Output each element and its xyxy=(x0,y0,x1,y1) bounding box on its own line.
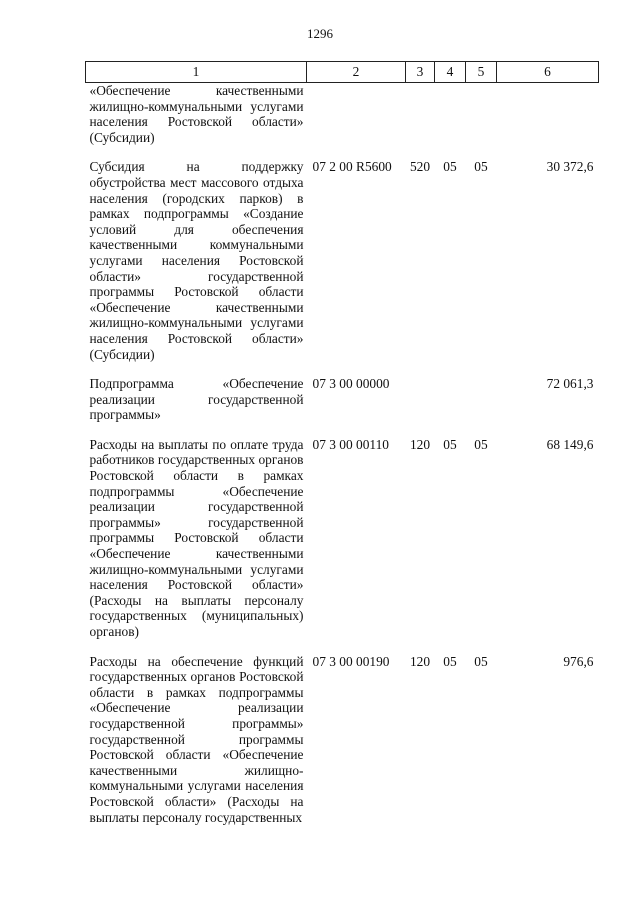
row-vr: 120 xyxy=(409,436,431,452)
row-code: 07 3 00 00110 xyxy=(312,436,389,452)
row-code xyxy=(307,83,406,146)
row-vr xyxy=(406,83,435,146)
row-rz: 05 xyxy=(443,436,457,452)
row-amount: 976,6 xyxy=(563,653,594,669)
row-rz: 05 xyxy=(443,159,457,175)
row-vr: 120 xyxy=(409,653,431,669)
row-amount: 72 061,3 xyxy=(546,376,594,392)
table-body xyxy=(86,83,599,826)
table-row xyxy=(86,362,599,423)
table-row xyxy=(86,640,599,826)
column-header: 4 xyxy=(435,62,466,83)
row-amount: 30 372,6 xyxy=(546,159,594,175)
table-row xyxy=(86,423,599,640)
row-name: Подпрограмма «Обеспечение реализации государственной программы» xyxy=(89,376,304,423)
column-header: 1 xyxy=(86,62,307,83)
row-pr xyxy=(466,362,497,423)
row-code: 07 3 00 00000 xyxy=(312,376,390,392)
page-number: 1296 xyxy=(307,26,333,41)
row-pr: 05 xyxy=(474,436,488,452)
table-row xyxy=(86,145,599,362)
row-code: 07 2 00 R5600 xyxy=(312,159,392,175)
row-code: 07 3 00 00190 xyxy=(312,653,390,669)
row-name: «Обеспечение качественными жилищно-коммунальными услугами населения Ростовской области» (Субсидии) xyxy=(89,83,304,145)
column-header: 6 xyxy=(497,62,599,83)
row-pr: 05 xyxy=(474,159,488,175)
row-name: Субсидия на поддержку обустройства мест массового отдыха населения (городских парков) в рамках подпрограммы «Создание условий для обеспечения качественными коммунальными услугами населения Ростовской области» государственной программы Ростовской области «Обеспечение качественными жилищно-коммунальными услугами населения Ростовской области» (Субсидии) xyxy=(89,159,304,362)
row-rz xyxy=(435,362,466,423)
header-row xyxy=(86,62,599,83)
row-vr xyxy=(406,362,435,423)
table-row xyxy=(86,83,599,146)
row-pr xyxy=(466,83,497,146)
row-vr: 520 xyxy=(409,159,431,175)
table-header xyxy=(86,62,599,83)
row-amount: 68 149,6 xyxy=(546,436,594,452)
row-rz: 05 xyxy=(443,653,457,669)
row-name: Расходы на обеспечение функций государственных органов Ростовской области в рамках подпрограммы «Обеспечение реализации государственной программы» государственной программы Ростовской области «Обеспечение качественными жилищно-коммунальными услугами населения Ростовской области» (Расходы на выплаты персоналу государственных xyxy=(89,653,304,825)
column-header: 5 xyxy=(466,62,497,83)
budget-table xyxy=(85,61,599,825)
row-pr: 05 xyxy=(474,653,488,669)
row-rz xyxy=(435,83,466,146)
column-header: 3 xyxy=(406,62,435,83)
row-name: Расходы на выплаты по оплате труда работников государственных органов Ростовской области в рамках подпрограммы «Обеспечение реализации государственной программы» государственной программы Ростовской области «Обеспечение качественными жилищно-коммунальными услугами населения Ростовской области» (Расходы на выплаты персоналу государственных (муниципальных) органов) xyxy=(89,436,304,639)
column-header: 2 xyxy=(307,62,406,83)
row-amount xyxy=(497,83,599,146)
